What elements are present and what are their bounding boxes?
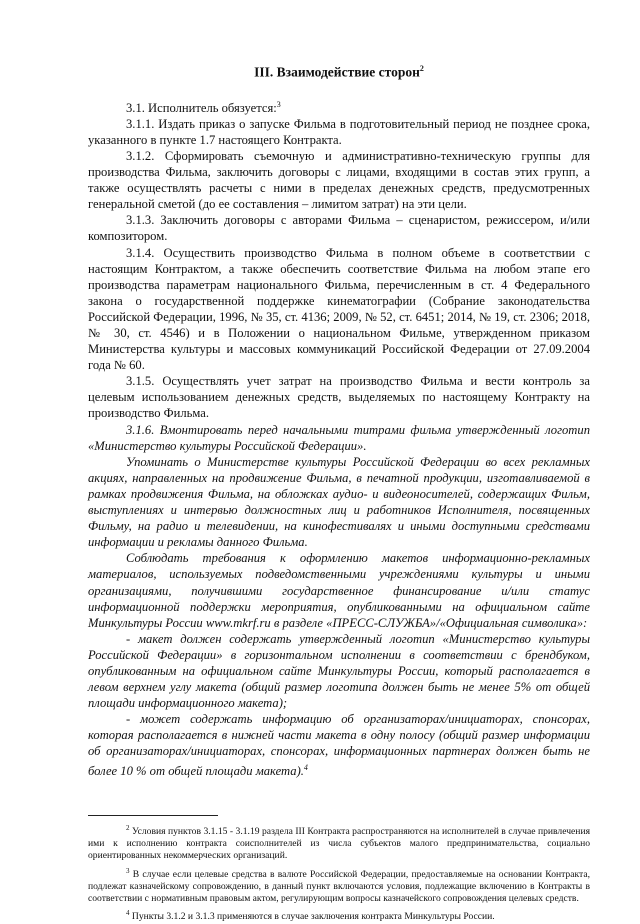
footnote-divider: [88, 815, 218, 816]
footnote-2: $^2$ Условия пунктов 3.1.15 - 3.1.19 раздела III Контракта распространяются на исполнителей в случае привлечения ими к исполнению контракта соисполнителей из числа субъектов малого предпринимательства, социально ориентированных некоммерческих организаций.: [88, 823, 590, 862]
paragraph-3-1-4: 3.1.4. Осуществить производство Фильма в полном объеме в соответствии с настоящим Контрактом, а также обеспечить соответствие Фильма на любом этапе его производства параметрам национального Фильма, перечисленным в ст. 4 Федерального закона о государственной поддержке кинематографии (Собрание законодательства Российской Федерации, 1996, № 35, ст. 4136; 2009, № 52, ст. 6451; 2014, № 19, ст. 2306; 2018, № 30, ст. 4546) и в Положении о национальном Фильме, утвержденном приказом Министерства культуры и массовых коммуникаций Российской Федерации от 27.09.2004 года № 60.: [88, 245, 590, 373]
footnote-3: $^3$ В случае если целевые средства в валюте Российской Федерации, предоставляемые на основании Контракта, подлежат казначейскому сопровождению, в данный пункт включаются условия, подлежащие включению в Контракты в соответствии с нормативным правовым актом, регулирующим вопросы казначейского сопровождения целевых средств.: [88, 866, 590, 905]
paragraph-layout-requirements: Соблюдать требования к оформлению макетов информационно-рекламных материалов, используемых подведомственными учреждениями культуры и иными организациями, получившими государственное финансирование и/или статус информационной поддержки мероприятия, опубликованными на официальном сайте Минкультуры России www.mkrf.ru в разделе «ПРЕСС-СЛУЖБА»/«Официальная символика»:: [88, 551, 590, 630]
footnotes: [88, 822, 590, 924]
footnote-4: $^4$ Пункты 3.1.2 и 3.1.3 применяются в случае заключения контракта Минкультуры России.: [126, 909, 495, 923]
paragraph-3-1-6: 3.1.6. Вмонтировать перед начальными титрами фильма утвержденный логотип «Министерство культуры Российской Федерации».: [88, 422, 590, 453]
paragraph-logo-requirement: - макет должен содержать утвержденный логотип «Министерство культуры Российской Федерации» в горизонтальном исполнении в соответствии с брендбуком, опубликованным на официальном сайте Минкультуры России, который располагается в левом верхнем углу макета (общий размер логотипа должен быть не менее 5% от общей площади информационного макета);: [88, 631, 590, 711]
paragraph-3-1: 3.1. Исполнитель обязуется:$^3$: [126, 99, 281, 115]
section-title: III. Взаимодействие сторон$^2$: [254, 64, 424, 80]
paragraph-3-1-2: 3.1.2. Сформировать съемочную и административно-техническую группы для производства Фильма, заключить договоры с лицами, входящими в состав этих групп, а также осуществлять расчеты с ними в пределах денежных средств, предусмотренных генеральной сметой (до ее составления – лимитом затрат) на эти цели.: [88, 148, 590, 212]
footnote-ref: 3: [276, 99, 281, 109]
body-text: [88, 97, 590, 779]
footnote-ref: 4: [303, 762, 308, 772]
paragraph-sponsor-info: - может содержать информацию об организаторах/инициаторах, спонсорах, которая располагается в нижней части макета в одну полосу (общий размер информации об организаторах/инициаторах, спонсорах, информационных партнерах должен быть не более 10 % от общей площади макета).$^4$: [88, 712, 590, 778]
paragraph-3-1-5: 3.1.5. Осуществлять учет затрат на производство Фильма и вести контроль за целевым использованием денежных средств, выделяемых по настоящему Контракту на производство Фильма.: [88, 374, 590, 421]
paragraph-3-1-3: 3.1.3. Заключить договоры с авторами Фильма – сценаристом, режиссером, и/или композитором.: [88, 213, 590, 244]
footnote-ref: 2: [419, 64, 424, 73]
paragraph-3-1-1: 3.1.1. Издать приказ о запуске Фильма в подготовительный период не позднее срока, указанного в пункте 1.7 настоящего Контракта.: [88, 116, 590, 147]
paragraph-mention-ministry: Упоминать о Министерстве культуры Российской Федерации во всех рекламных акциях, направленных на продвижение Фильма, в печатной продукции, изготавливаемой в рамках продвижения Фильма, на обложках аудио- и видеоносителей, содержащих Фильм, выступлениях и интервью должностных лиц и работников Исполнителя, посвященных Фильму, на радио и телевидении, на кинофестивалях и иными доступными средствами информации и рекламы данного Фильма.: [88, 454, 590, 550]
